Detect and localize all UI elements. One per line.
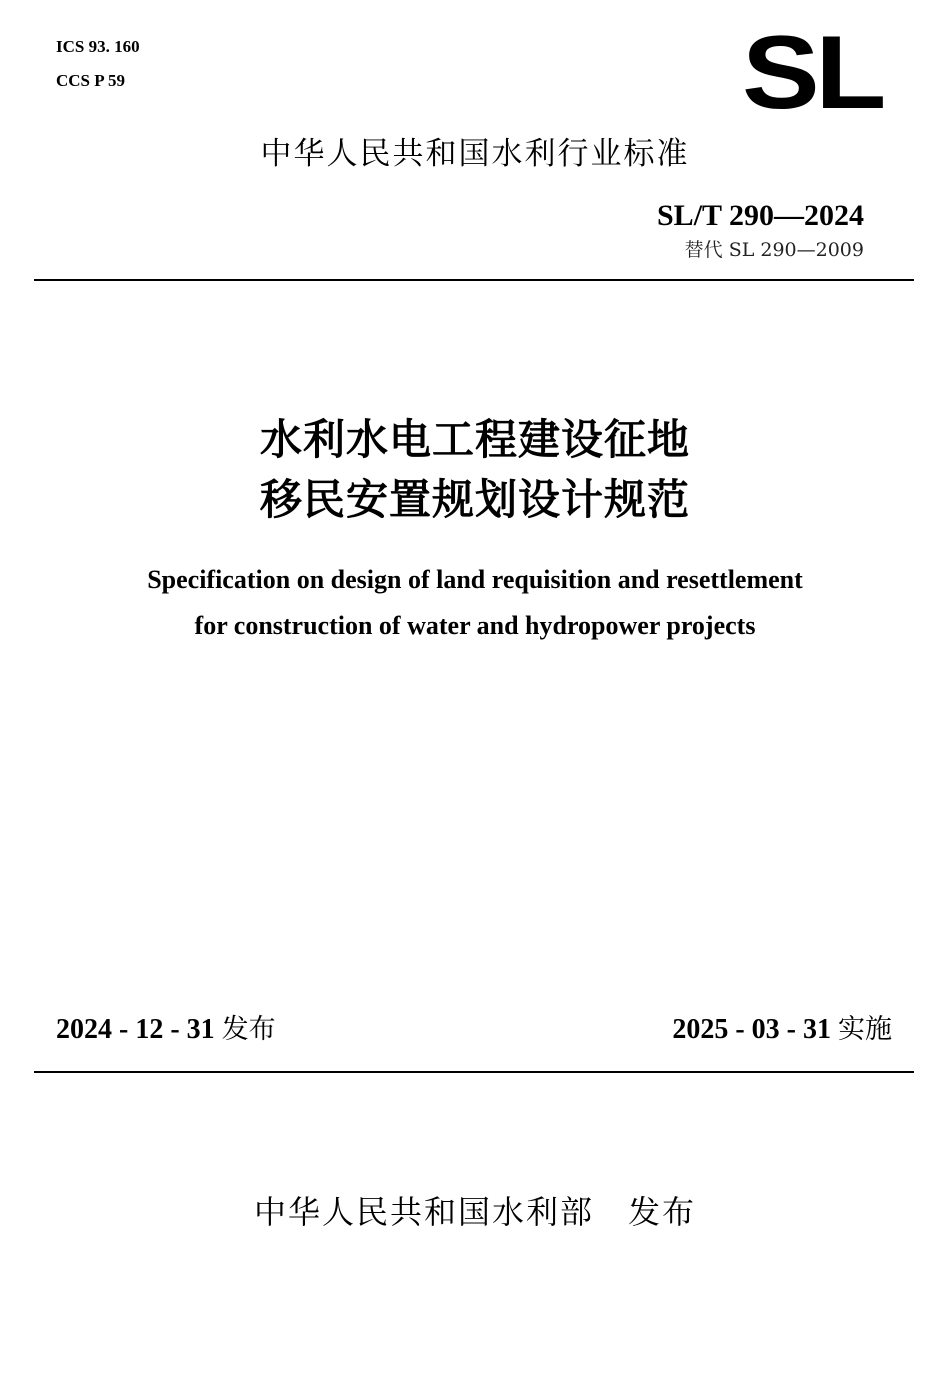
title-en-line-2: for construction of water and hydropower projects	[194, 611, 756, 640]
ics-code: ICS 93. 160	[56, 37, 140, 56]
release-date: 2024 - 12 - 31	[56, 1014, 215, 1045]
issuer-name: 中华人民共和国水利部	[253, 1193, 594, 1231]
release-label: 发布	[221, 1014, 276, 1045]
implement-date: 2025 - 03 - 31	[672, 1014, 831, 1045]
replaces-standard: 替代 SL 290—2009	[684, 239, 864, 261]
bottom-divider	[34, 1071, 914, 1073]
title-cn-line-1: 水利水电工程建设征地	[259, 415, 690, 464]
standard-number: SL/T 290—2024	[657, 199, 864, 232]
issuer	[0, 1188, 950, 1236]
classification-codes	[56, 30, 140, 98]
ccs-code: CCS P 59	[56, 71, 125, 90]
title-en-line-1: Specification on design of land requisition and resettlement	[147, 565, 803, 594]
title-english	[0, 557, 950, 649]
top-divider	[34, 279, 914, 281]
title-cn-line-2: 移民安置规划设计规范	[259, 475, 690, 524]
implement-date-block	[672, 1008, 892, 1052]
standard-type: 中华人民共和国水利行业标准	[260, 136, 690, 172]
implement-label: 实施	[838, 1014, 892, 1045]
sl-logo: SL	[742, 15, 882, 131]
issuer-action: 发布	[628, 1193, 697, 1231]
release-date-block	[56, 1008, 276, 1052]
title-chinese	[0, 410, 950, 530]
